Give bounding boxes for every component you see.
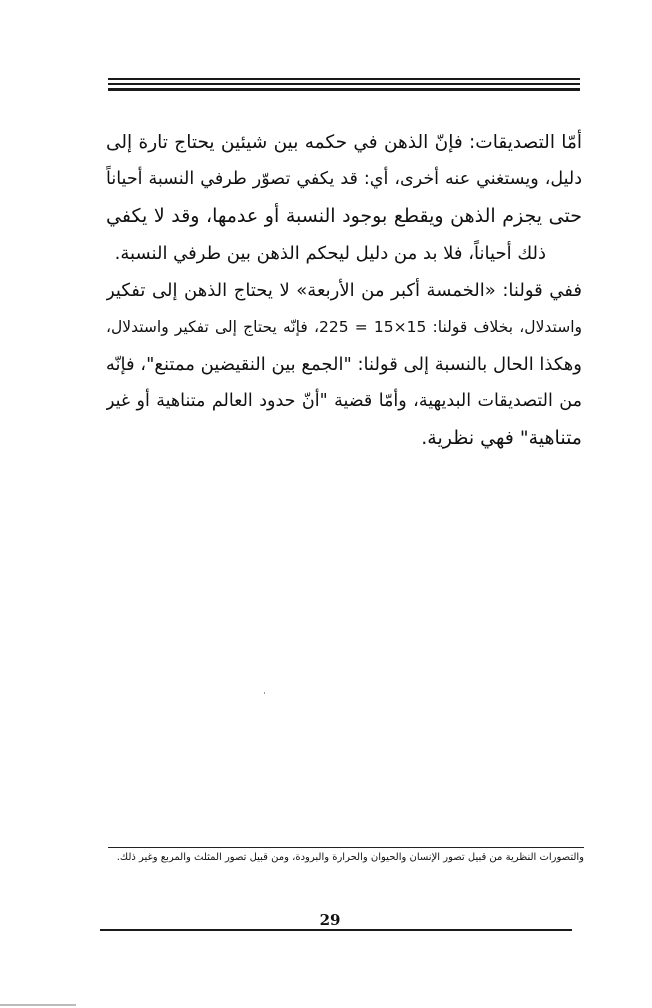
paragraph-2 bbox=[106, 272, 582, 457]
body-text bbox=[106, 124, 582, 457]
text-line: حتى يجزم الذهن ويقطع بوجود النسبة أو عدمها، وقد لا يكفي bbox=[106, 205, 582, 227]
text-line: متناهية" فهي نظرية. bbox=[421, 427, 582, 449]
text-line: وهكذا الحال بالنسبة إلى قولنا: "الجمع بين النقيضين ممتنع"، فإنّه bbox=[106, 354, 582, 375]
paragraph-1 bbox=[106, 124, 582, 272]
header-rule bbox=[108, 78, 580, 91]
header-rule-line bbox=[108, 88, 580, 91]
text-line: من التصديقات البديهية، وأمّا قضية "أنّ حدود العالم متناهية أو غير bbox=[106, 391, 582, 411]
footnote: والتصورات النظرية من قبيل تصور الإنسان والحيوان والحرارة والبرودة، ومن قبيل تصور المثلث والمربع وغير ذلك. bbox=[116, 852, 584, 863]
scan-edge-mark bbox=[0, 1004, 76, 1006]
text-line: ففي قولنا: «الخمسة أكبر من الأربعة» لا يحتاج الذهن إلى تفكير bbox=[106, 280, 582, 301]
header-rule-line bbox=[108, 78, 580, 80]
text-line: ذلك أحياناً، فلا بد من دليل ليحكم الذهن بين طرفي النسبة. bbox=[114, 243, 546, 264]
text-line: واستدلال، بخلاف قولنا: 15×15 = 225، فإنّه يحتاج إلى تفكير واستدلال، bbox=[106, 318, 582, 336]
header-rule-line bbox=[108, 83, 580, 85]
scan-speck bbox=[264, 692, 265, 694]
bottom-rule bbox=[100, 929, 572, 931]
page-number: 29 bbox=[319, 911, 341, 929]
text-line: أمّا التصديقات: فإنّ الذهن في حكمه بين شيئين يحتاج تارة إلى bbox=[106, 132, 582, 153]
footnote-rule bbox=[108, 847, 584, 848]
text-line: دليل، ويستغني عنه أخرى، أي: قد يكفي تصوّر طرفي النسبة أحياناً bbox=[106, 169, 582, 189]
